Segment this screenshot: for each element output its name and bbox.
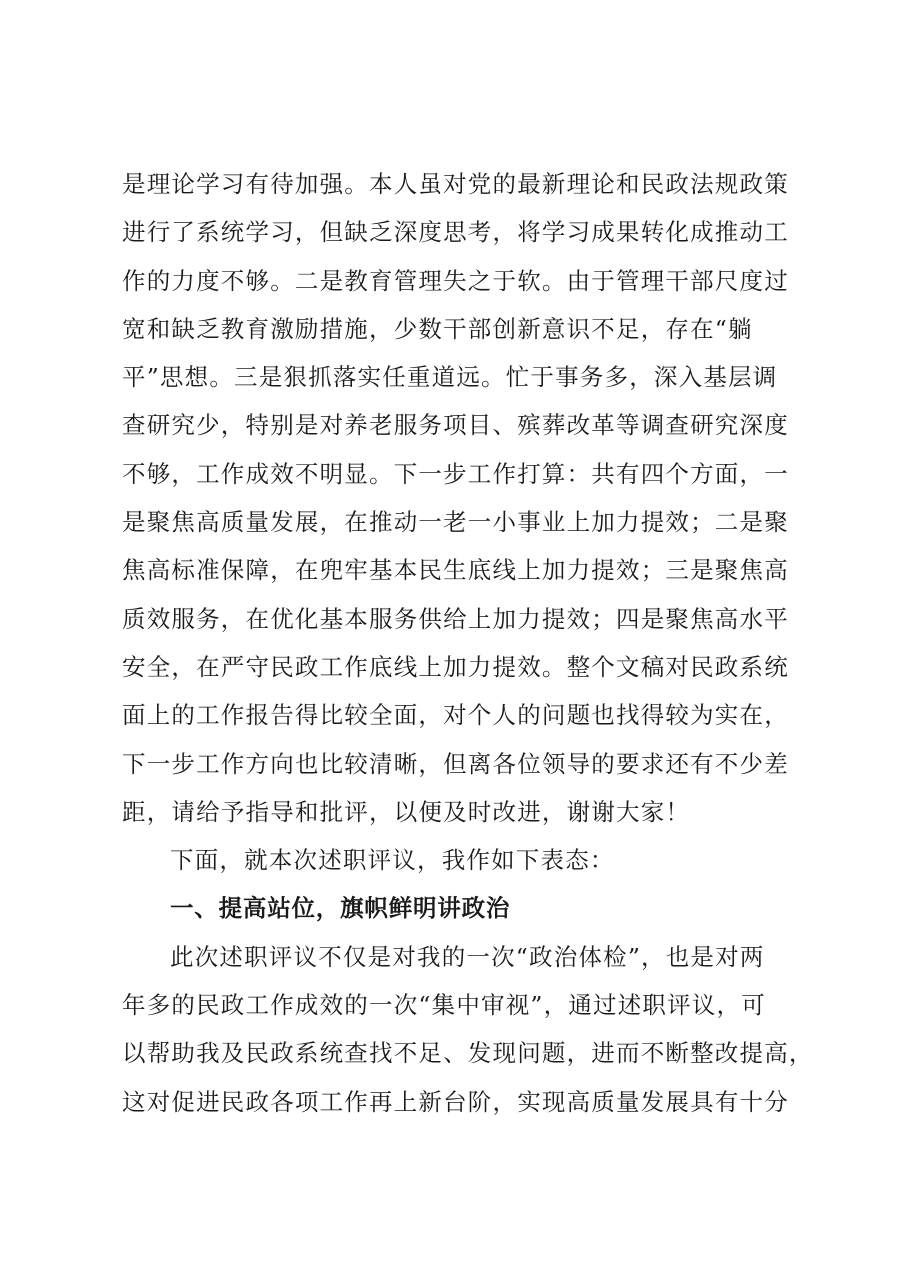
text-line: 安全，在严守民政工作底线上加力提效。整个文稿对民政系统 bbox=[122, 652, 789, 681]
text-line: 面上的工作报告得比较全面，对个人的问题也找得较为实在， bbox=[122, 701, 789, 730]
text-line: 此次述职评议不仅是对我的一次“政治体检”，也是对两 bbox=[170, 942, 765, 971]
text-line: 是理论学习有待加强。本人虽对党的最新理论和民政法规政策 bbox=[122, 170, 789, 198]
text-line: 作的力度不够。二是教育管理失之于软。由于管理干部尺度过 bbox=[122, 266, 789, 295]
text-line: 这对促进民政各项工作再上新台阶，实现高质量发展具有十分 bbox=[122, 1087, 789, 1116]
text-line: 不够，工作成效不明显。下一步工作打算：共有四个方面，一 bbox=[122, 459, 789, 488]
paragraph-2: 下面，就本次述职评议，我作如下表态： bbox=[170, 846, 615, 875]
text-line: 查研究少，特别是对养老服务项目、殡葬改革等调查研究深度 bbox=[122, 411, 789, 440]
paragraph-1 bbox=[122, 160, 810, 836]
section-heading: 一、提高站位，旗帜鲜明讲政治 bbox=[170, 894, 511, 923]
text-line: 距，请给予指导和批评，以便及时改进，谢谢大家！ bbox=[122, 797, 691, 826]
text-line: 焦高标准保障，在兜牢基本民生底线上加力提效；三是聚焦高 bbox=[122, 556, 789, 585]
document-body bbox=[122, 160, 814, 1126]
text-line: 下一步工作方向也比较清晰，但离各位领导的要求还有不少差 bbox=[122, 749, 789, 778]
text-line: 以帮助我及民政系统查找不足、发现问题，进而不断整改提高， bbox=[122, 1039, 814, 1068]
paragraph-3 bbox=[122, 933, 814, 1126]
text-line: 年多的民政工作成效的一次“集中审视”，通过述职评议，可 bbox=[122, 991, 766, 1020]
text-line: 平”思想。三是狠抓落实任重道远。忙于事务多，深入基层调 bbox=[122, 363, 778, 392]
text-line: 是聚焦高质量发展，在推动一老一小事业上加力提效；二是聚 bbox=[122, 508, 789, 537]
text-line: 质效服务，在优化基本服务供给上加力提效；四是聚焦高水平 bbox=[122, 604, 789, 633]
text-line: 进行了系统学习，但缺乏深度思考，将学习成果转化成推动工 bbox=[122, 218, 789, 247]
text-line: 宽和缺乏教育激励措施，少数干部创新意识不足，存在“躺 bbox=[122, 314, 753, 343]
